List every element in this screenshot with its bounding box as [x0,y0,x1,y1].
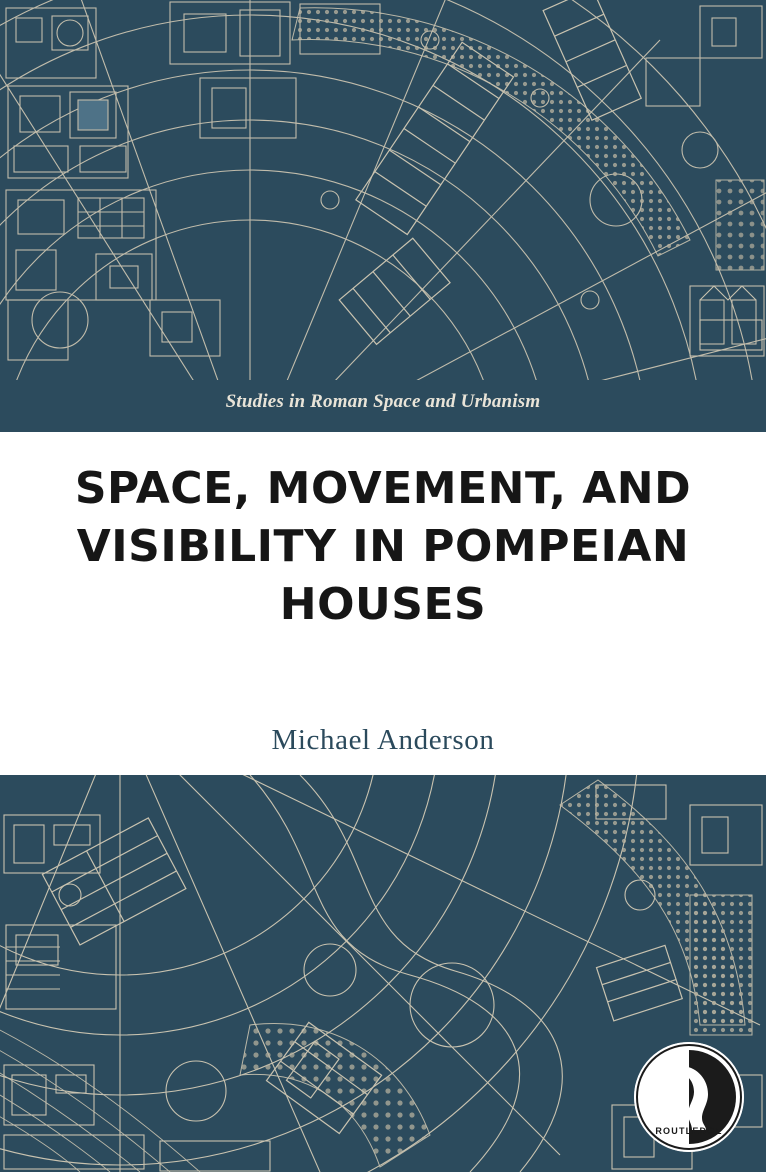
title-line-2: VISIBILITY IN POMPEIAN [76,521,690,572]
title-line-3: HOUSES [279,579,487,630]
title-line-1: SPACE, MOVEMENT, AND [74,463,692,514]
page-title [60,460,706,634]
series-label: Studies in Roman Space and Urbanism [225,391,541,412]
cover-artwork-top [0,0,766,380]
svg-text:ROUTLEDGE: ROUTLEDGE [655,1126,723,1136]
routledge-logo-mark [634,1042,744,1152]
top-artwork-svg [0,0,766,380]
routledge-logo [634,1042,744,1152]
author-name: Michael Anderson [271,724,495,756]
